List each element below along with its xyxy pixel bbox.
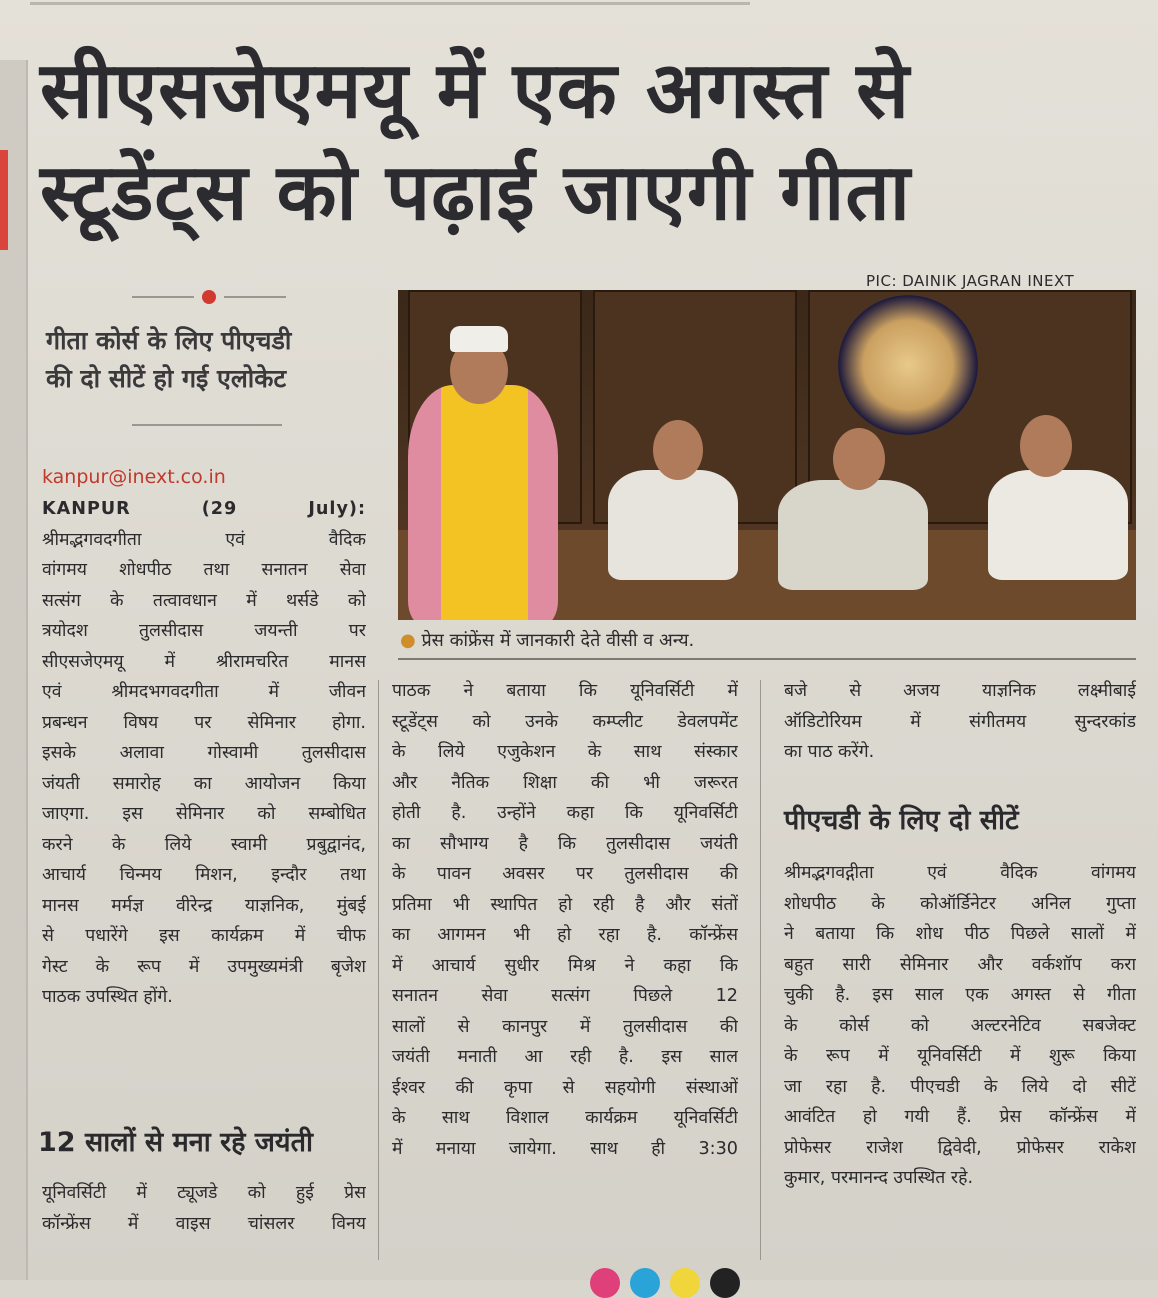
col3-line: के रूप में यूनिवर्सिटी में शुरू किया	[784, 1046, 1136, 1066]
col3-subhead: पीएचडी के लिए दो सीटें	[784, 805, 1019, 836]
col2-line: स्टूडेंट्स को उनके कम्प्लीट डेवलपमेंट	[392, 711, 738, 732]
col1-line: इसके अलावा गोस्वामी तुलसीदास	[42, 743, 366, 763]
column-separator	[760, 680, 761, 1260]
col2-line: होती है. उन्होंने कहा कि यूनिवर्सिटी	[392, 803, 738, 823]
press-conference-photo	[398, 290, 1136, 620]
col1-line: मानस मर्मज्ञ वीरेन्द्र याज्ञनिक, मुंबई	[42, 895, 366, 916]
seated-vc	[778, 480, 928, 590]
headline-line-2: स्टूडेंट्स को पढ़ाई जाएगी गीता	[40, 148, 911, 238]
caption-bullet: ●	[400, 630, 422, 651]
col2-line: पाठक ने बताया कि यूनिवर्सिटी में	[392, 681, 738, 701]
top-rule	[30, 2, 750, 5]
col1-line: सीएसजेएमयू में श्रीरामचरित मानस	[42, 651, 366, 672]
col2-line: का आगमन भी हो रहा है. कॉन्फ्रेंस	[392, 925, 738, 945]
col2-line: सालों से कानपुर में तुलसीदास की	[392, 1016, 738, 1037]
col1-line: करने के लिये स्वामी प्रबुद्वानंद,	[42, 834, 366, 855]
seated-person-head	[1020, 415, 1072, 477]
kicker-rule-bottom	[132, 424, 282, 426]
registration-mark-magenta	[590, 1268, 620, 1298]
col1-line: यूनिवर्सिटी में ट्यूजडे को हुई प्रेस	[42, 1183, 366, 1203]
col3-line: प्रोफेसर राजेश द्विवेदी, प्रोफेसर राकेश	[784, 1137, 1136, 1158]
column-separator	[378, 680, 379, 1260]
col1-line: प्रबन्धन विषय पर सेमिनार होगा.	[42, 712, 366, 733]
col2-line: जयंती मनाती आ रही है. इस साल	[392, 1047, 738, 1067]
col1-line: गेस्ट के रूप में उपमुख्यमंत्री बृजेश	[42, 956, 366, 977]
byline-email[interactable]: kanpur@inext.co.in	[42, 466, 226, 488]
registration-mark-black	[710, 1268, 740, 1298]
col2-line: में आचार्य सुधीर मिश्र ने कहा कि	[392, 955, 738, 976]
col2-line: सनातन सेवा सत्संग पिछले 12	[392, 986, 738, 1006]
col3-line: ने बताया कि शोध पीठ पिछले सालों में	[784, 924, 1136, 944]
col1-line: जाएगा. इस सेमिनार को सम्बोधित	[42, 804, 366, 824]
dateline: KANPUR (29 July):	[42, 499, 366, 519]
col3-line: जा रहा है. पीएचडी के लिये दो सीटें	[784, 1076, 1136, 1097]
col2-line: के लिये एजुकेशन के साथ संस्कार	[392, 742, 738, 762]
col1-line: एवं श्रीमदभगवदगीता में जीवन	[42, 682, 366, 702]
red-dot-bullet	[202, 290, 216, 304]
seated-vc-head	[833, 428, 885, 490]
column-2	[392, 676, 738, 1164]
speaker-standing	[408, 385, 558, 620]
headline-line-1: सीएसजेएमयू में एक अगस्त से	[40, 46, 911, 136]
col1-line: श्रीमद्भगवदगीता एवं वैदिक	[42, 529, 366, 550]
col3-line: ऑडिटोरियम में संगीतमय सुन्दरकांड	[784, 711, 1136, 732]
photo-caption	[400, 628, 694, 652]
red-tab-marker	[0, 150, 8, 250]
col3-line: शोधपीठ के कोऑर्डिनेटर अनिल गुप्ता	[784, 893, 1136, 914]
kicker-rule-right	[224, 296, 286, 298]
col1-line: त्रयोदश तुलसीदास जयन्ती पर	[42, 621, 366, 641]
col2-line: के पावन अवसर पर तुलसीदास की	[392, 864, 738, 884]
col2-line: ईश्वर की कृपा से सहयोगी संस्थाओं	[392, 1077, 738, 1098]
column-3	[784, 676, 1136, 768]
col3-line: चुकी है. इस साल एक अगस्त से गीता	[784, 985, 1136, 1005]
seated-person	[608, 470, 738, 580]
col1-line: वांगमय शोधपीठ तथा सनातन सेवा	[42, 560, 366, 580]
col3-line: के कोर्स को अल्टरनेटिव सबजेक्ट	[784, 1015, 1136, 1036]
registration-mark-cyan	[630, 1268, 660, 1298]
kicker-rule-left	[132, 296, 194, 298]
col2-line: में मनाया जायेगा. साथ ही 3:30	[392, 1138, 738, 1159]
speaker-cap	[450, 326, 508, 352]
photo-credit: PIC: DAINIK JAGRAN INEXT	[866, 272, 1075, 290]
col2-line: और नैतिक शिक्षा की भी जरूरत	[392, 772, 738, 793]
col3-line: आवंटित हो गयी हैं. प्रेस कॉन्फ्रेंस में	[784, 1107, 1136, 1127]
column-1-continued	[42, 1178, 366, 1239]
col3-line: बजे से अजय याज्ञनिक लक्ष्मीबाई	[784, 681, 1136, 701]
kicker-line-1: गीता कोर्स के लिए पीएचडी	[46, 326, 292, 355]
col3-line: बहुत सारी सेमिनार और वर्कशॉप करा	[784, 954, 1136, 975]
col1-subhead: 12 सालों से मना रहे जयंती	[38, 1127, 313, 1158]
col1-line: से पधारेंगे इस कार्यक्रम में चीफ	[42, 926, 366, 946]
university-seal	[838, 295, 978, 435]
col3-line: का पाठ करेंगे.	[784, 742, 875, 762]
kicker-line-2: की दो सीटें हो गई एलोकेट	[46, 364, 287, 393]
col1-line: सत्संग के तत्वावधान में थर्सडे को	[42, 590, 366, 611]
col2-line: का सौभाग्य है कि तुलसीदास जयंती	[392, 833, 738, 854]
col2-line: के साथ विशाल कार्यक्रम यूनिवर्सिटी	[392, 1108, 738, 1128]
headline	[40, 40, 1140, 244]
caption-text: प्रेस कांफ्रेंस में जानकारी देते वीसी व अन्य.	[421, 630, 695, 651]
column-1	[42, 494, 366, 1013]
col1-line: कॉन्फ्रेंस में वाइस चांसलर विनय	[42, 1213, 366, 1234]
seated-person	[988, 470, 1128, 580]
registration-mark-yellow	[670, 1268, 700, 1298]
col2-line: प्रतिमा भी स्थापित हो रही है और संतों	[392, 894, 738, 915]
col3-line: कुमार, परमानन्द उपस्थित रहे.	[784, 1168, 974, 1188]
seated-person-head	[653, 420, 703, 480]
col1-line: आचार्य चिन्मय मिशन, इन्दौर तथा	[42, 865, 366, 885]
col1-line: जंयती समारोह का आयोजन किया	[42, 773, 366, 794]
kicker	[46, 322, 376, 398]
col1-line: पाठक उपस्थित होंगे.	[42, 987, 173, 1007]
column-3-continued	[784, 858, 1136, 1194]
col3-line: श्रीमद्भगवद्गीता एवं वैदिक वांगमय	[784, 863, 1136, 883]
